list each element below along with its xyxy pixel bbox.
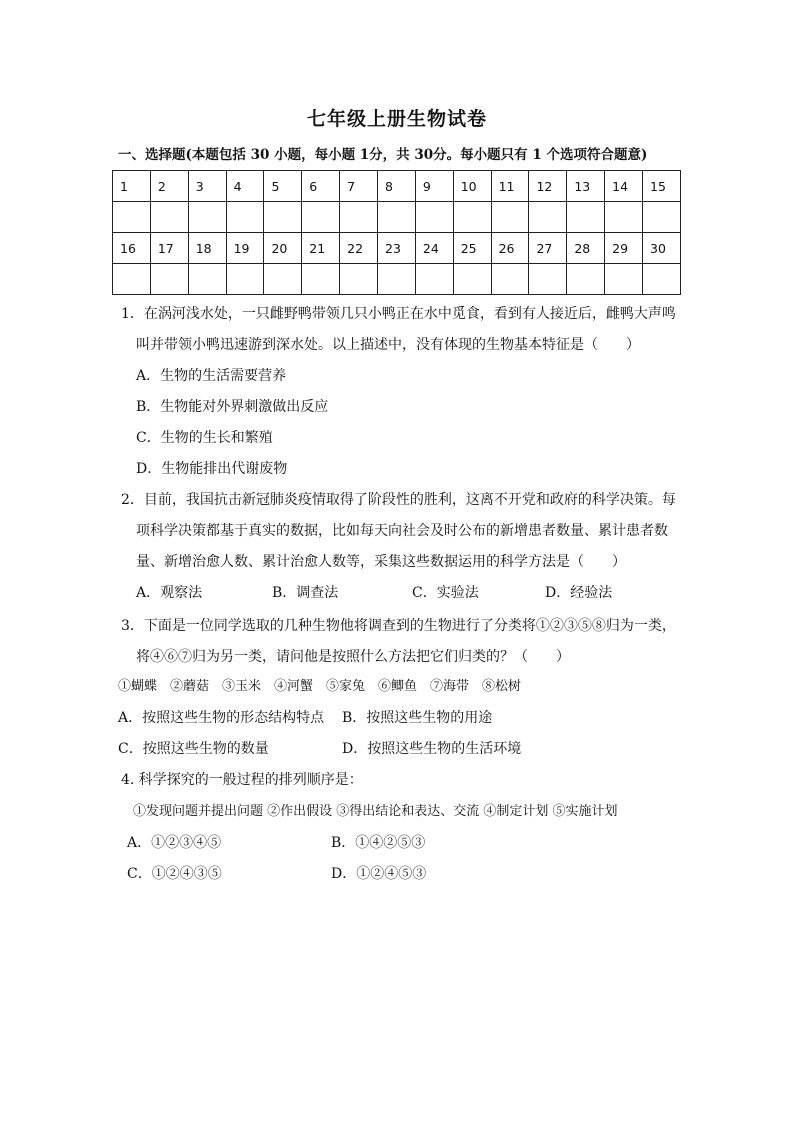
question-3-option-d: D．按照这些生物的生活环境	[342, 741, 522, 757]
answer-grid-blank-row	[113, 202, 681, 233]
grid-number: 17	[150, 233, 188, 264]
grid-number: 29	[605, 233, 643, 264]
answer-cell	[453, 264, 491, 295]
answer-cell	[567, 202, 605, 233]
answer-grid-number-row	[113, 171, 681, 202]
question-4-option-b: B．①④②⑤③	[331, 835, 426, 851]
grid-number: 9	[415, 171, 453, 202]
grid-number: 25	[453, 233, 491, 264]
answer-cell	[302, 264, 340, 295]
grid-number: 1	[113, 171, 151, 202]
question-4-option-d: D．①②④⑤③	[331, 866, 427, 882]
answer-cell	[529, 264, 567, 295]
answer-grid	[112, 170, 681, 295]
question-3-text: 将④⑥⑦归为另一类，请问他是按照什么方法把它们归类的？（ ）	[136, 649, 570, 665]
question-2-text: 量、新增治愈人数、累计治愈人数等，采集这些数据运用的科学方法是（ ）	[136, 554, 626, 570]
answer-cell	[491, 264, 529, 295]
question-3-text: 3．下面是一位同学选取的几种生物他将调查到的生物进行了分类将①②③⑤⑧归为一类，	[121, 618, 676, 634]
question-4-option-a: A．①②③④⑤	[127, 835, 222, 851]
answer-cell	[567, 264, 605, 295]
answer-cell	[188, 202, 226, 233]
grid-number: 20	[264, 233, 302, 264]
grid-number: 2	[150, 171, 188, 202]
answer-cell	[150, 202, 188, 233]
grid-number: 10	[453, 171, 491, 202]
grid-number: 24	[415, 233, 453, 264]
grid-number: 27	[529, 233, 567, 264]
question-2-option-c: C．实验法	[412, 585, 479, 601]
answer-cell	[605, 202, 643, 233]
section-heading: 一、选择题(本题包括 30 小题，每小题 1分，共 30分。每小题只有 1 个选项符合题意)	[118, 147, 648, 163]
answer-cell	[491, 202, 529, 233]
grid-number: 26	[491, 233, 529, 264]
answer-cell	[226, 202, 264, 233]
grid-number: 18	[188, 233, 226, 264]
question-1-option-b: B．生物能对外界刺激做出反应	[136, 399, 329, 415]
question-4-steps: ①发现问题并提出问题 ②作出假设 ③得出结论和表达、交流 ④制定计划 ⑤实施计划	[133, 804, 618, 819]
grid-number: 6	[302, 171, 340, 202]
question-4-option-c: C．①②④③⑤	[127, 866, 222, 882]
answer-cell	[415, 264, 453, 295]
answer-cell	[529, 202, 567, 233]
grid-number: 13	[567, 171, 605, 202]
question-3-option-b: B．按照这些生物的用途	[342, 710, 493, 726]
question-1-text: 1．在涡河浅水处，一只雌野鸭带领几只小鸭正在水中觅食，看到有人接近后，雌鸭大声鸣	[121, 306, 676, 322]
question-1-option-c: C．生物的生长和繁殖	[136, 430, 273, 446]
answer-cell	[264, 202, 302, 233]
answer-cell	[643, 202, 681, 233]
grid-number: 22	[340, 233, 378, 264]
answer-cell	[378, 264, 416, 295]
question-1-option-d: D．生物能排出代谢废物	[136, 461, 288, 477]
grid-number: 19	[226, 233, 264, 264]
grid-number: 8	[378, 171, 416, 202]
question-3-organisms: ①蝴蝶 ②蘑菇 ③玉米 ④河蟹 ⑤家兔 ⑥鲫鱼 ⑦海带 ⑧松树	[118, 679, 522, 694]
question-2-option-a: A．观察法	[136, 585, 203, 601]
answer-cell	[150, 264, 188, 295]
question-4-text: 4. 科学探究的一般过程的排列顺序是：	[121, 772, 363, 788]
answer-cell	[605, 264, 643, 295]
question-3-option-c: C．按照这些生物的数量	[118, 741, 269, 757]
answer-cell	[453, 202, 491, 233]
question-3-option-a: A．按照这些生物的形态结构特点	[118, 710, 325, 726]
answer-grid-blank-row	[113, 264, 681, 295]
answer-cell	[340, 264, 378, 295]
question-2-text: 项科学决策都基于真实的数据，比如每天向社会及时公布的新增患者数量、累计患者数	[136, 523, 668, 539]
grid-number: 14	[605, 171, 643, 202]
grid-number: 30	[643, 233, 681, 264]
answer-grid-number-row	[113, 233, 681, 264]
answer-cell	[226, 264, 264, 295]
answer-cell	[378, 202, 416, 233]
grid-number: 12	[529, 171, 567, 202]
grid-number: 4	[226, 171, 264, 202]
grid-number: 7	[340, 171, 378, 202]
grid-number: 11	[491, 171, 529, 202]
grid-number: 23	[378, 233, 416, 264]
grid-number: 28	[567, 233, 605, 264]
answer-cell	[415, 202, 453, 233]
grid-number: 3	[188, 171, 226, 202]
answer-cell	[188, 264, 226, 295]
page-title: 七年级上册生物试卷	[306, 108, 487, 130]
question-1-text: 叫并带领小鸭迅速游到深水处。以上描述中，没有体现的生物基本特征是（ ）	[136, 337, 640, 353]
answer-cell	[302, 202, 340, 233]
answer-cell	[113, 264, 151, 295]
grid-number: 15	[643, 171, 681, 202]
answer-cell	[643, 264, 681, 295]
question-2-option-d: D．经验法	[545, 585, 613, 601]
question-2-text: 2．目前，我国抗击新冠肺炎疫情取得了阶段性的胜利，这离不开党和政府的科学决策。每	[121, 492, 676, 508]
grid-number: 5	[264, 171, 302, 202]
grid-number: 16	[113, 233, 151, 264]
question-1-option-a: A．生物的生活需要营养	[136, 368, 287, 384]
answer-cell	[340, 202, 378, 233]
answer-cell	[113, 202, 151, 233]
question-2-option-b: B．调查法	[272, 585, 339, 601]
answer-cell	[264, 264, 302, 295]
grid-number: 21	[302, 233, 340, 264]
